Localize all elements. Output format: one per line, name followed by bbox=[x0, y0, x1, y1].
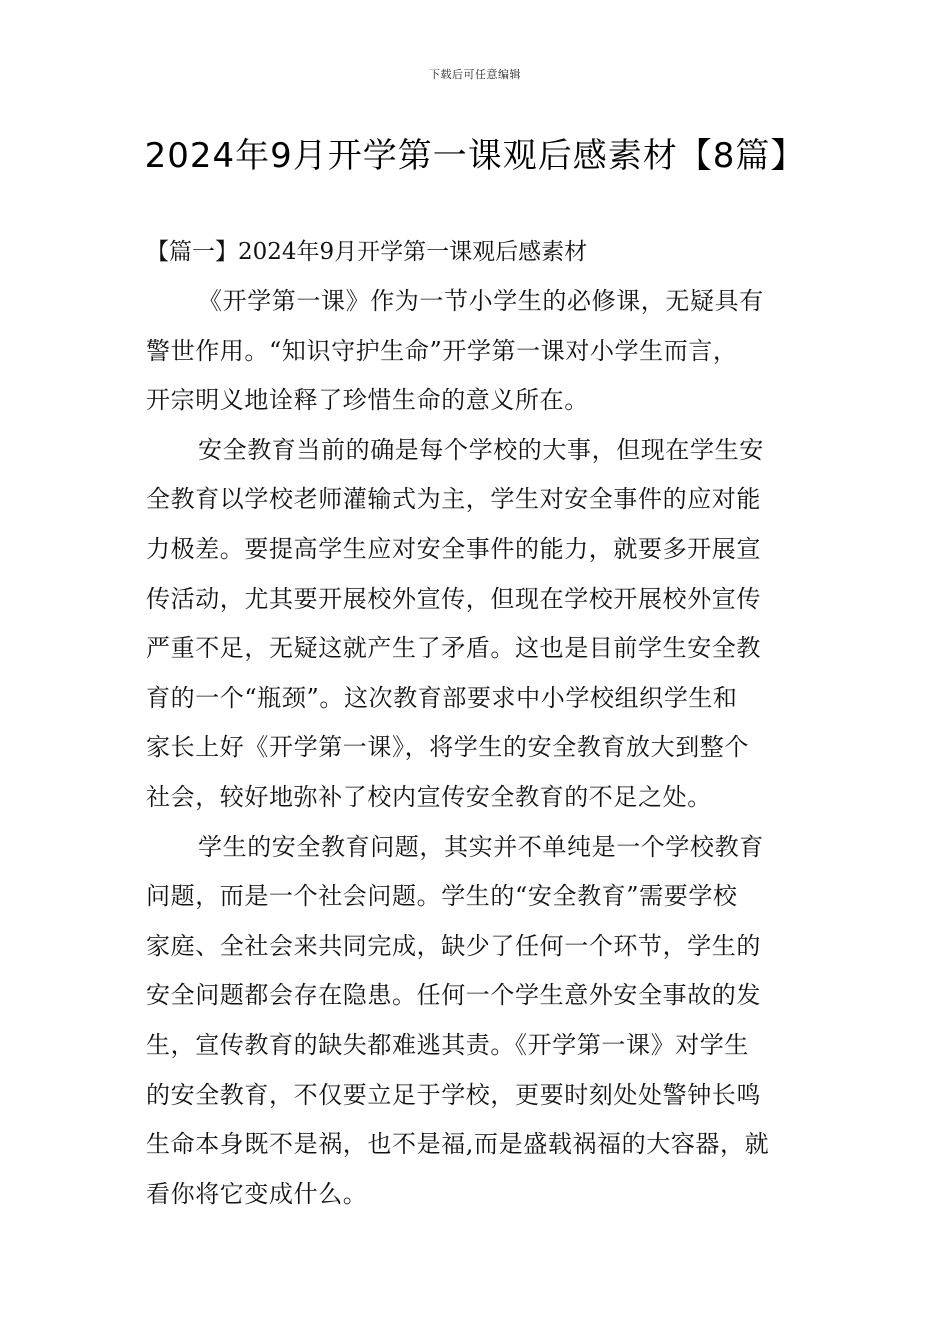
paragraph-line: 开宗明义地诠释了珍惜生命的意义所在。 bbox=[146, 386, 589, 415]
paragraph-line: 生命本身既不是祸，也不是福,而是盛载祸福的大容器，就 bbox=[146, 1130, 770, 1159]
paragraph-line: 安全教育当前的确是每个学校的大事，但现在学生安 bbox=[198, 435, 764, 464]
paragraph-line: 学生的安全教育问题，其实并不单纯是一个学校教育 bbox=[198, 832, 764, 861]
paragraph-line: 传活动，尤其要开展校外宣传，但现在学校开展校外宣传 bbox=[146, 584, 761, 613]
body-text bbox=[146, 277, 806, 1219]
paragraph-line: 全教育以学校老师灌输式为主，学生对安全事件的应对能 bbox=[146, 485, 761, 514]
paragraph-line: 严重不足，无疑这就产生了矛盾。这也是目前学生安全教 bbox=[146, 634, 761, 663]
paragraph-line: 家长上好《开学第一课》，将学生的安全教育放大到整个 bbox=[146, 733, 749, 762]
paragraph-line: 育的一个“瓶颈”。这次教育部要求中小学校组织学生和 bbox=[146, 683, 738, 712]
section-heading: 【篇一】2024年9月开学第一课观后感素材 bbox=[146, 239, 588, 265]
paragraph-line: 的安全教育，不仅要立足于学校，更要时刻处处警钟长鸣 bbox=[146, 1080, 761, 1109]
header-note: 下载后可任意编辑 bbox=[429, 68, 521, 81]
paragraph-line: 力极差。要提高学生应对安全事件的能力，就要多开展宣 bbox=[146, 534, 761, 563]
paragraph-line: 警世作用。“知识守护生命”开学第一课对小学生而言， bbox=[146, 336, 738, 365]
paragraph-line: 看你将它变成什么。 bbox=[146, 1179, 368, 1208]
paragraph-line: 《开学第一课》作为一节小学生的必修课，无疑具有 bbox=[198, 287, 764, 315]
paragraph-line: 问题，而是一个社会问题。学生的“安全教育”需要学校 bbox=[146, 882, 738, 911]
paragraph-line: 生，宣传教育的缺失都难逃其责。《开学第一课》对学生 bbox=[146, 1030, 749, 1059]
paragraph-line: 家庭、全社会来共同完成，缺少了任何一个环节，学生的 bbox=[146, 931, 761, 960]
document-title: 2024年9月开学第一课观后感素材【8篇】 bbox=[144, 136, 806, 176]
paragraph-line: 安全问题都会存在隐患。任何一个学生意外安全事故的发 bbox=[146, 981, 761, 1010]
paragraph-line: 社会，较好地弥补了校内宣传安全教育的不足之处。 bbox=[146, 782, 712, 811]
